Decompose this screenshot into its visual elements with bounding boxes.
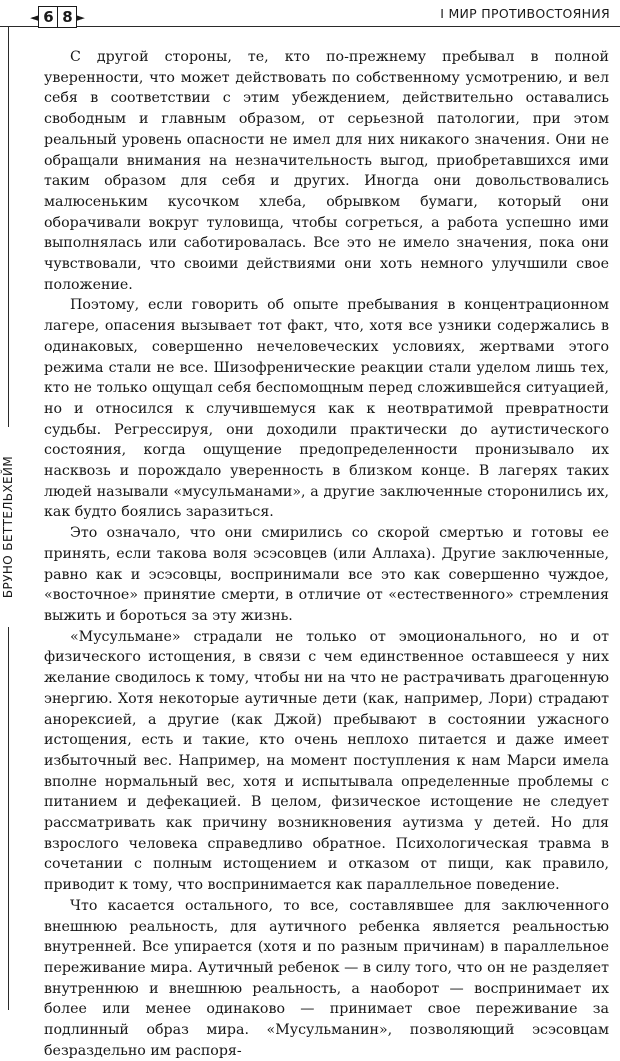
paragraph: Что касается остального, то все, составлявшее для заключенного внешнюю реальность, для аутичного ребенка является реальностью внутренней. Все упирается (хотя и по разным причинам) в параллельное переживание мира. Аутичный ребенок — в силу того, что он не разделяет внутреннюю и внешнюю реальность, а наоборот — воспринимает их более или менее одинаково — принимает свое переживание за подлинный образ мира. «Мусульманин», позволяющий эсэсовцам безраздельно им распоря- bbox=[44, 897, 609, 1059]
arrow-right-icon: ► bbox=[76, 10, 85, 24]
header-rule bbox=[0, 26, 620, 27]
paragraph: Поэтому, если говорить об опыте пребывания в концентрационном лагере, опасения вызывает тот факт, что, хотя все узники содержались в одинаковых, совершенно нечеловеческих условиях, жертвами этого режима стали не все. Шизофренические реакции стали уделом лишь тех, кто не только ощущал себя беспомощным перед сложившейся ситуацией, но и относился к случившемуся как к неотвратимой превратности судьбы. Регрессируя, они доходили практически до аутистического состояния, когда ощущение предопределенности пронизывало их насквозь и порождало уверенность в близком конце. В лагерях таких людей называли «мусульманами», а другие заключенные сторонились их, как будто боялись заразиться. bbox=[44, 297, 609, 521]
paragraph: Это означало, что они смирились со скорой смертью и готовы ее принять, если такова воля эсэсовцев (или Аллаха). Другие заключенные, равно как и эсэсовцы, воспринимали все это как совершенно чуждое, «восточное» принятие смерти, в отличие от «естественного» стремления выжить и бороться за эту жизнь. bbox=[44, 525, 609, 624]
page-number bbox=[30, 6, 85, 28]
page-number-digit: 6 bbox=[38, 6, 58, 28]
paragraph: С другой стороны, те, кто по-прежнему пребывал в полной уверенности, что может действовать по собственному усмотрению, и вел себя в соответствии с этим убеждением, действительно оставались свободным и главным образом, от серьезной патологии, при этом реальный уровень опасности не имел для них никакого значения. Они не обращали внимания на незначительность выгод, приобретавшихся ими таким образом для себя и других. Иногда они довольствовались малюсеньким кусочком хлеба, обрывком бумаги, который они оборачивали вокруг туловища, чтобы согреться, а работа успешно ими выполнялась или саботировалась. Все это не имело значения, пока они чувствовали, что своими действиями они хоть немного улучшили свое положение. bbox=[44, 49, 609, 293]
paragraph: «Мусульмане» страдали не только от эмоционального, но и от физического истощения, в связи с чем единственное оставшееся у них желание сводилось к тому, чтобы ни на что не растрачивать драгоценную энергию. Хотя некоторые аутичные дети (как, например, Лори) страдают анорексией, а другие (как Джой) пребывают в состоянии ужасного истощения, есть и такие, кто очень неплохо питается и даже имеет избыточный вес. Например, на момент поступления к нам Марси имела вполне нормальный вес, хотя и испытывала определенные проблемы с питанием и дефекацией. В целом, физическое истощение не следует рассматривать как причину возникновения аутизма у детей. Но для взрослого человека справедливо обратное. Психологическая травма в сочетании с полным истощением и отказом от пищи, как правило, приводит к тому, что воспринимается как параллельное поведение. bbox=[44, 628, 609, 894]
running-title: I МИР ПРОТИВОСТОЯНИЯ bbox=[440, 6, 610, 21]
page-number-digit: 8 bbox=[57, 6, 77, 28]
arrow-left-icon: ◄ bbox=[30, 10, 39, 24]
body-text bbox=[44, 47, 609, 1061]
author-name: БРУНО БЕТТЕЛЬХЕЙМ bbox=[1, 427, 15, 627]
